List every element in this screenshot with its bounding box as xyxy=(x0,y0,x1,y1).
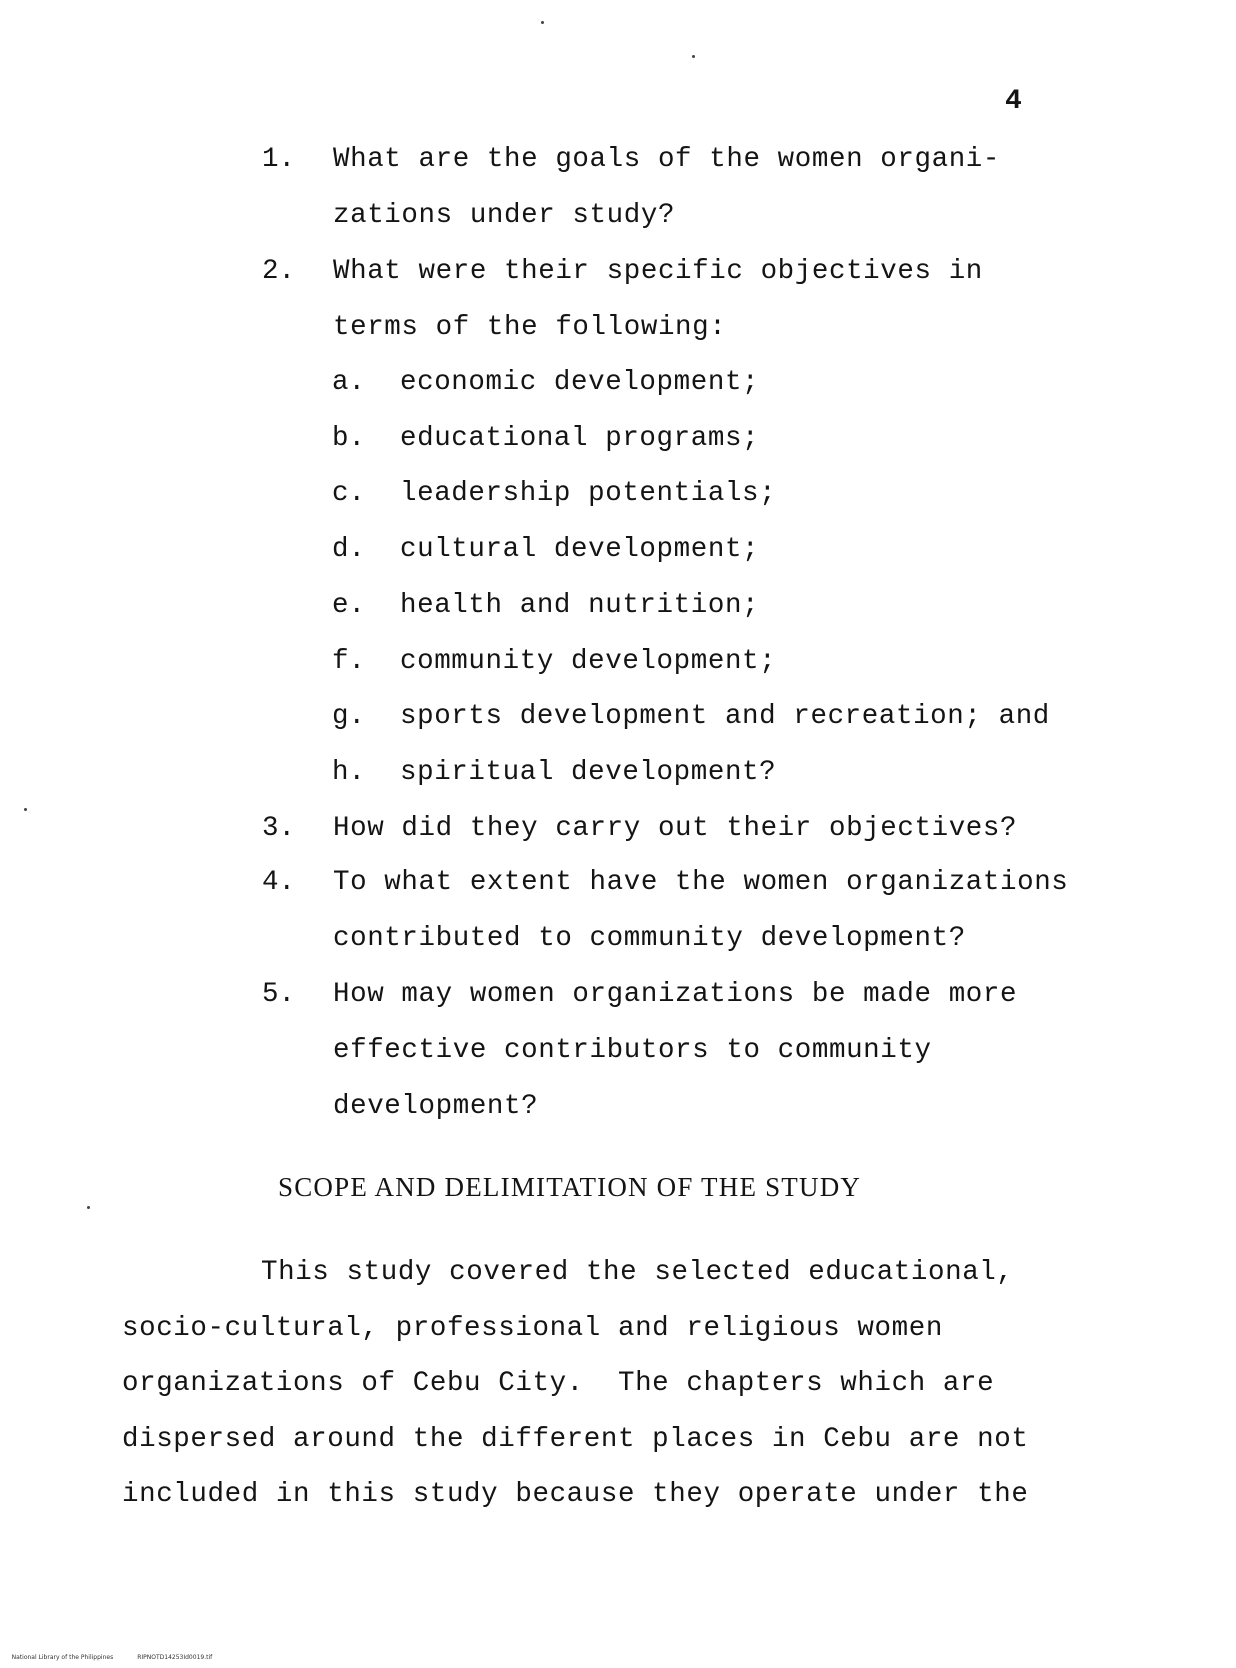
subitem-d-text: cultural development; xyxy=(400,534,760,565)
subitem-f-letter: f. xyxy=(332,646,366,677)
paragraph-line-2: socio-cultural, professional and religious women xyxy=(122,1313,943,1344)
question-5-line-2: effective contributors to community xyxy=(333,1035,932,1066)
subitem-g-letter: g. xyxy=(332,701,366,732)
question-1-number: 1. xyxy=(262,144,296,175)
question-4-number: 4. xyxy=(262,867,296,898)
scan-speck xyxy=(541,21,544,24)
scan-speck xyxy=(692,55,695,58)
subitem-e-text: health and nutrition; xyxy=(400,590,760,621)
question-5-number: 5. xyxy=(262,979,296,1010)
question-3-line-1: How did they carry out their objectives? xyxy=(333,813,1018,844)
question-1-line-2: zations under study? xyxy=(333,200,676,231)
scan-speck xyxy=(87,1206,90,1209)
question-1-line-1: What are the goals of the women organi- xyxy=(333,144,1001,175)
footer-library: National Library of the Philippines xyxy=(11,1654,114,1661)
subitem-c-letter: c. xyxy=(332,478,366,509)
section-heading: SCOPE AND DELIMITATION OF THE STUDY xyxy=(278,1172,862,1202)
question-2-line-1: What were their specific objectives in xyxy=(333,256,983,287)
question-4-line-1: To what extent have the women organizations xyxy=(333,867,1069,898)
paragraph-line-1: This study covered the selected educational, xyxy=(261,1257,1014,1288)
subitem-f-text: community development; xyxy=(400,646,777,677)
footer-file-id: RIPNOTD14253Id0019.tif xyxy=(137,1654,213,1661)
question-2-number: 2. xyxy=(262,256,296,287)
paragraph-line-4: dispersed around the different places in Cebu are not xyxy=(122,1424,1029,1455)
subitem-g-text: sports development and recreation; and xyxy=(400,701,1050,732)
page-number: 4 xyxy=(1005,86,1022,117)
question-5-line-3: development? xyxy=(333,1091,539,1122)
question-3-number: 3. xyxy=(262,813,296,844)
scan-speck xyxy=(24,808,27,811)
subitem-h-text: spiritual development? xyxy=(400,757,777,788)
subitem-b-letter: b. xyxy=(332,423,366,454)
question-5-line-1: How may women organizations be made more xyxy=(333,979,1018,1010)
subitem-b-text: educational programs; xyxy=(400,423,760,454)
subitem-c-text: leadership potentials; xyxy=(400,478,777,509)
paragraph-line-3: organizations of Cebu City. The chapters which are xyxy=(122,1368,995,1399)
subitem-d-letter: d. xyxy=(332,534,366,565)
question-2-line-2: terms of the following: xyxy=(333,312,727,343)
subitem-h-letter: h. xyxy=(332,757,366,788)
subitem-a-text: economic development; xyxy=(400,367,760,398)
subitem-e-letter: e. xyxy=(332,590,366,621)
paragraph-line-5: included in this study because they operate under the xyxy=(122,1479,1029,1510)
subitem-a-letter: a. xyxy=(332,367,366,398)
question-4-line-2: contributed to community development? xyxy=(333,923,966,954)
